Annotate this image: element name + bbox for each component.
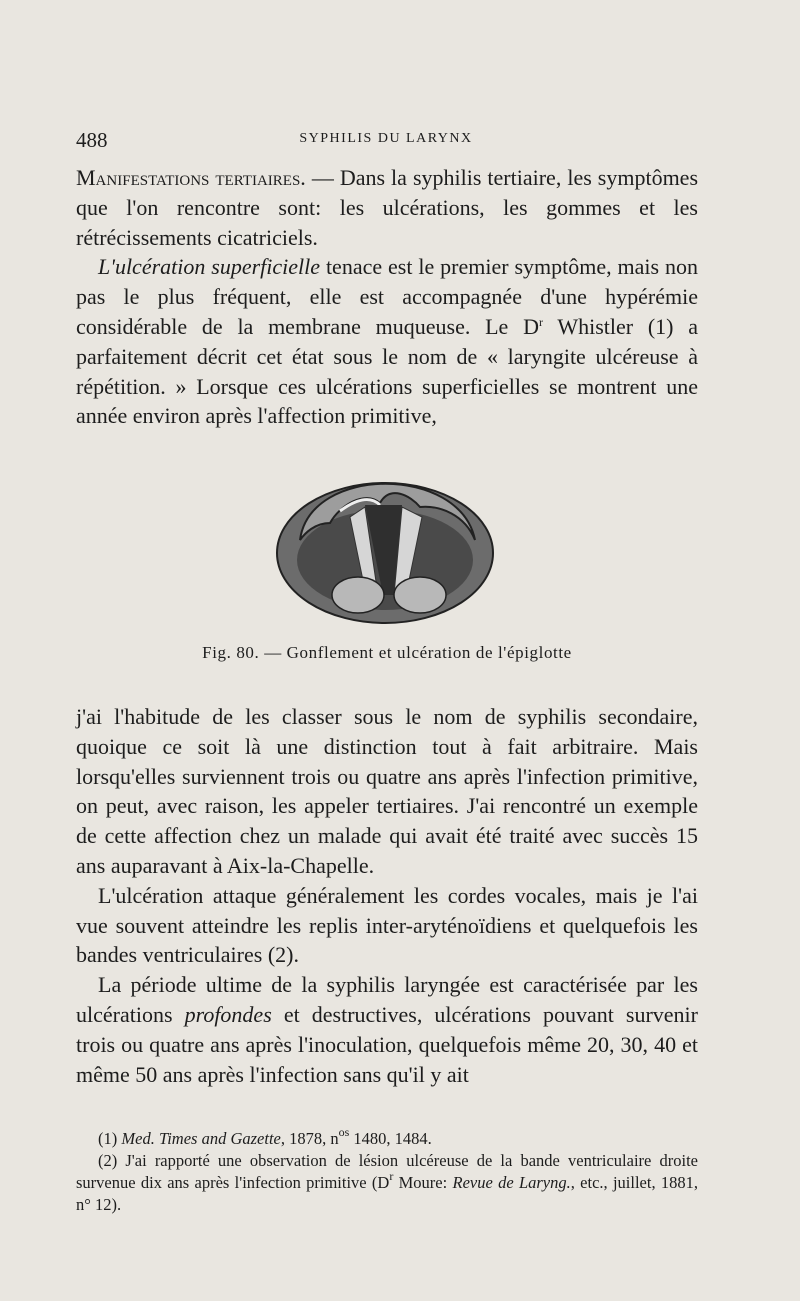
footnote-1 bbox=[76, 1125, 698, 1150]
journal-title: Med. Times and Gazette bbox=[121, 1129, 281, 1148]
section-lead: Manifestations tertiaires. bbox=[76, 165, 306, 190]
paragraph-text: tenace est le premier symptôme, mais non pas le plus fréquent, elle est accompagnée d'une hypérémie considérable de la membrane muqueuse. Le D bbox=[76, 254, 698, 339]
italic-term: L'ulcération superficielle bbox=[98, 254, 321, 280]
epiglottis-illustration bbox=[270, 445, 500, 630]
paragraph-secondary-tertiary: j'ai l'habitude de les classer sous le nom de syphilis secondaire, quoique ce soit là une distinction tout à fait arbitraire. Mais lorsqu'elles surviennent trois ou quatre ans après l'infection primitive, on peut, avec raison, les appeler tertiaires. J'ai rencontré un exemple de cette affection chez un malade qui avait été traité avec succès 15 ans auparavant à Aix-la-Chapelle. bbox=[76, 704, 698, 878]
paragraph-vocal-cords: L'ulcération attaque généralement les cordes vocales, mais je l'ai vue souvent atteindre les replis inter-aryténoïdiens et quelquefois les bandes ventriculaires (2). bbox=[76, 882, 698, 968]
body-text-top bbox=[76, 163, 698, 431]
paragraph-text: et destructives, ulcérations pouvant survenir trois ou quatre ans après l'inoculation, quelquefois même 20, 30, 40 et même 50 ans après l'infection sans qu'il y ait bbox=[76, 1001, 698, 1087]
paragraph-ultimate-period bbox=[76, 970, 698, 1089]
paragraph-superficial-ulceration bbox=[76, 252, 698, 431]
figure-caption: Fig. 80. — Gonflement et ulcération de l'épiglotte bbox=[202, 643, 572, 662]
footnote-text: 1480, 1484. bbox=[349, 1129, 432, 1148]
italic-term: profondes bbox=[184, 1001, 272, 1027]
footnote-2 bbox=[76, 1150, 698, 1216]
paragraph-text: La période ultime de la syphilis laryngée est caractérisée par les ulcérations bbox=[76, 972, 698, 1027]
larynx-engraving bbox=[270, 445, 500, 630]
superscript: r bbox=[538, 314, 543, 329]
running-title: SYPHILIS DU LARYNX bbox=[299, 131, 473, 146]
paragraph-text: Whistler (1) a parfaitement décrit cet état sous le nom de « laryngite ulcéreuse à répétition. » Lorsque ces ulcérations superficielles se montrent une année environ après l'affection primitive, bbox=[76, 313, 698, 429]
footnote-text: , 1878, n bbox=[280, 1129, 339, 1148]
left-arytenoid bbox=[332, 577, 384, 613]
footnote-text: Moure: bbox=[393, 1173, 453, 1192]
paragraph-tertiary-manifestations bbox=[76, 163, 698, 252]
page-number: 488 bbox=[76, 128, 108, 152]
footnote-number: (1) bbox=[98, 1129, 122, 1148]
journal-title: Revue de Laryng. bbox=[452, 1173, 571, 1192]
paragraph-text: — Dans la syphilis tertiaire, les symptômes que l'on rencontre sont: les ulcérations, les gommes et les rétrécissements cicatriciels. bbox=[76, 165, 699, 250]
superscript: r bbox=[389, 1169, 394, 1183]
body-text-bottom bbox=[76, 702, 698, 1089]
page-header bbox=[76, 128, 696, 152]
superscript: os bbox=[338, 1125, 350, 1139]
footnotes bbox=[76, 1125, 698, 1216]
footnote-text: , etc., juillet, 1881, n° 12). bbox=[76, 1173, 698, 1214]
footnote-text: (2) J'ai rapporté une observation de lésion ulcéreuse de la bande ventriculaire droite survenue dix ans après l'infection primitive (D bbox=[76, 1151, 698, 1192]
right-arytenoid bbox=[394, 577, 446, 613]
